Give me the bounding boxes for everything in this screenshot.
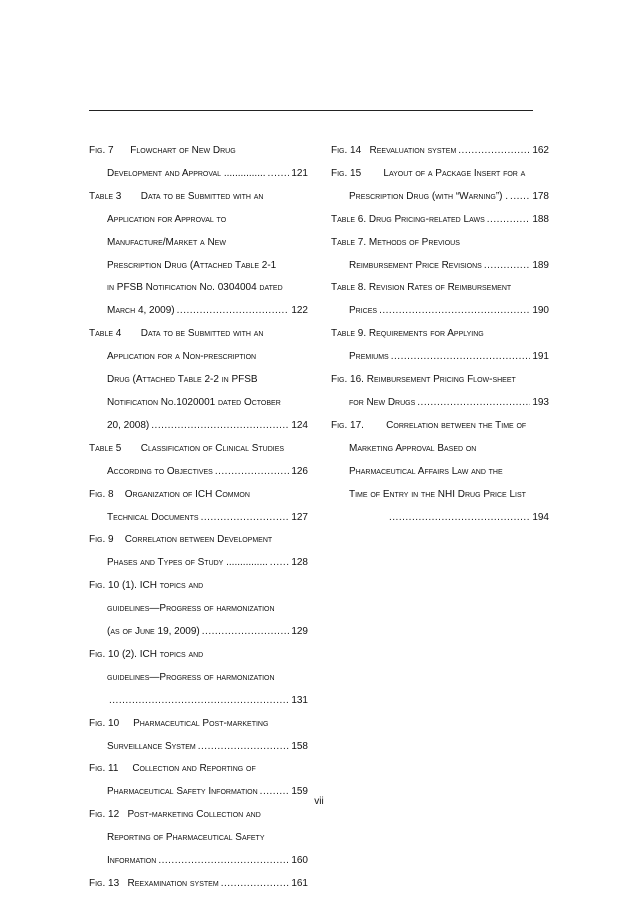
toc-entry-text: Fig. 10 (1). ICH topics and — [89, 580, 204, 592]
toc-left-column — [89, 140, 308, 896]
toc-page-number: 159 — [291, 786, 308, 798]
dot-leader — [175, 300, 290, 323]
dot-leader — [485, 209, 531, 232]
toc-entry — [89, 186, 308, 323]
dot-leader — [387, 507, 530, 530]
toc-entry — [89, 873, 308, 896]
toc-entry-text: Fig. 11 Collection and Reporting of — [89, 763, 256, 775]
toc-page-number: 129 — [291, 626, 308, 638]
toc-page-number: 178 — [532, 190, 549, 202]
toc-entry — [89, 804, 308, 873]
toc-entry-text: Reporting of Pharmaceutical Safety — [107, 832, 265, 844]
toc-entry-text: Table 7. Methods of Previous — [331, 236, 460, 248]
toc-entry-text: for New Drugs — [349, 396, 416, 408]
toc-entry-text: Prices — [349, 305, 378, 317]
dot-leader — [482, 255, 530, 278]
toc-entry-text: Pharmaceutical Safety Information — [107, 786, 258, 798]
toc-page-number: 122 — [291, 305, 308, 317]
toc-entry-text: Fig. 16. Reimbursement Pricing Flow-sheet — [331, 374, 516, 386]
toc-entry-text: guidelines—Progress of harmonization — [107, 671, 275, 683]
toc-page-number: 127 — [291, 511, 308, 523]
dot-leader — [219, 873, 290, 896]
toc-entry-text: Surveillance System — [107, 740, 196, 752]
dot-leader — [156, 850, 289, 873]
toc-entry — [89, 529, 308, 575]
toc-entry — [331, 209, 549, 232]
toc-entry — [89, 484, 308, 530]
toc-entry-text: Technical Documents — [107, 511, 199, 523]
dot-leader — [266, 163, 290, 186]
toc-page-number: 124 — [291, 419, 308, 431]
toc-page-number: 126 — [291, 465, 308, 477]
dot-leader — [377, 300, 530, 323]
toc-entry-text: Marketing Approval Based on — [349, 442, 477, 454]
toc-entry-text: Time of Entry in the NHI Drug Price List — [349, 488, 526, 500]
dot-leader — [213, 461, 289, 484]
toc-entry-text: Table 3 Data to be Submitted with an — [89, 190, 264, 202]
toc-entry-text: Notification No.1020001 dated October — [107, 396, 281, 408]
toc-entry-text: (as of June 19, 2009) — [107, 626, 200, 638]
toc-entry-text: Fig. 13 Reexamination system — [89, 878, 219, 889]
toc-page-number: 194 — [532, 511, 549, 523]
toc-page-number: 189 — [532, 259, 549, 271]
toc-right-column — [331, 140, 549, 529]
toc-entry-text: Application for Approval to — [107, 213, 227, 225]
toc-entry-text: Fig. 9 Correlation between Development — [89, 534, 273, 546]
toc-entry-text: According to Objectives — [107, 465, 213, 477]
toc-entry-text: Fig. 10 (2). ICH topics and — [89, 648, 204, 660]
toc-entry-text: Fig. 17. Correlation between the Time of — [331, 419, 527, 431]
header-rule — [89, 110, 533, 111]
dot-leader — [389, 346, 531, 369]
toc-page-number: 158 — [291, 740, 308, 752]
dot-leader — [456, 140, 530, 163]
toc-entry-text: March 4, 2009) — [107, 305, 175, 317]
page-number: vii — [314, 796, 324, 807]
toc-entry-text: Development and Approval ............... — [107, 167, 266, 179]
dot-leader — [149, 415, 289, 438]
toc-entry — [331, 163, 549, 209]
dot-leader — [107, 690, 289, 713]
toc-entry-text: Table 5 Classification of Clinical Studies — [89, 442, 285, 454]
toc-entry — [89, 140, 308, 186]
toc-entry-text: Prescription Drug (with “Warning”) . — [349, 190, 509, 202]
toc-entry-text: Application for a Non-prescription — [107, 351, 257, 363]
toc-entry-text: 20, 2008) — [107, 419, 150, 431]
toc-entry-text: Premiums — [349, 351, 389, 363]
toc-entry — [89, 575, 308, 644]
toc-entry-text: Fig. 15 Layout of a Package Insert for a — [331, 167, 526, 179]
toc-entry-text: guidelines—Progress of harmonization — [107, 603, 275, 615]
toc-entry-text: Prescription Drug (Attached Table 2-1 — [107, 259, 277, 271]
toc-entry-text: Manufacture/Market a New — [107, 236, 226, 248]
toc-entry — [331, 415, 549, 530]
toc-page-number: 162 — [532, 145, 549, 156]
toc-page-number: 121 — [291, 167, 308, 179]
dot-leader — [415, 392, 530, 415]
toc-entry — [331, 277, 549, 323]
toc-page-number: 188 — [532, 213, 549, 225]
toc-entry-text: Reimbursement Price Revisions — [349, 259, 482, 271]
toc-page-number: 193 — [532, 396, 549, 408]
toc-entry — [331, 323, 549, 369]
dot-leader — [508, 186, 530, 209]
toc-entry-text: Fig. 10 Pharmaceutical Post-marketing — [89, 717, 269, 729]
toc-entry-text: in PFSB Notification No. 0304004 dated — [107, 282, 283, 294]
toc-entry — [89, 323, 308, 438]
toc-entry — [89, 438, 308, 484]
toc-page-number: 128 — [291, 557, 308, 569]
toc-page-number: 191 — [532, 351, 549, 363]
toc-page-number: 161 — [291, 878, 308, 889]
toc-entry-text: Table 6. Drug Pricing-related Laws — [331, 213, 485, 225]
toc-entry-text: Fig. 8 Organization of ICH Common — [89, 488, 250, 500]
toc-entry-text: Fig. 12 Post-marketing Collection and — [89, 809, 261, 821]
toc-entry-text: Phases and Types of Study ............... — [107, 557, 268, 569]
toc-page-number: 131 — [291, 694, 308, 706]
toc-entry-text: Pharmaceutical Affairs Law and the — [349, 465, 503, 477]
dot-leader — [200, 621, 290, 644]
toc-entry — [331, 232, 549, 278]
toc-entry-text: Fig. 14 Reevaluation system — [331, 145, 457, 156]
toc-page-number: 160 — [291, 855, 308, 867]
toc-page-number: 190 — [532, 305, 549, 317]
toc-entry — [331, 140, 549, 163]
toc-entry-text: Drug (Attached Table 2-2 in PFSB — [107, 374, 258, 386]
toc-entry-text: Information — [107, 855, 157, 867]
toc-entry-text: Fig. 7 Flowchart of New Drug — [89, 145, 236, 156]
dot-leader — [199, 507, 290, 530]
toc-entry — [331, 369, 549, 415]
dot-leader — [196, 736, 290, 759]
toc-entry-text: Table 9. Requirements for Applying — [331, 328, 484, 340]
toc-entry-text: Table 4 Data to be Submitted with an — [89, 328, 264, 340]
toc-entry — [89, 644, 308, 713]
toc-entry-text: Table 8. Revision Rates of Reimbursement — [331, 282, 512, 294]
toc-entry — [89, 713, 308, 759]
dot-leader — [268, 552, 290, 575]
